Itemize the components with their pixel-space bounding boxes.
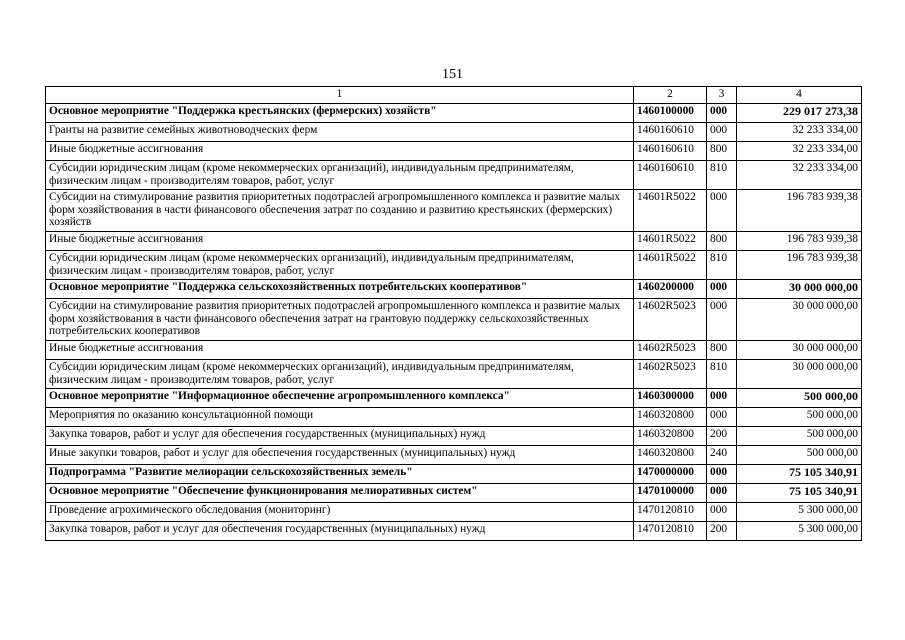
row-sum-cell: 32 233 334,00 — [737, 123, 862, 142]
row-type-cell: 200 — [707, 522, 737, 541]
header-col-type: 3 — [707, 87, 737, 104]
table-row — [46, 484, 862, 503]
table-body — [46, 104, 862, 541]
row-name-cell: Основное мероприятие "Обеспечение функционирования мелиоративных систем" — [46, 484, 634, 503]
row-code-cell: 14601R5022 — [634, 190, 707, 232]
row-type-cell: 000 — [707, 503, 737, 522]
row-type-cell: 810 — [707, 360, 737, 389]
table-row — [46, 161, 862, 190]
row-code-cell: 1460160610 — [634, 161, 707, 190]
row-code-cell: 1470100000 — [634, 484, 707, 503]
table-row — [46, 280, 862, 299]
row-sum-cell: 30 000 000,00 — [737, 360, 862, 389]
row-name-cell: Иные бюджетные ассигнования — [46, 341, 634, 360]
row-sum-cell: 500 000,00 — [737, 446, 862, 465]
row-code-cell: 1460320800 — [634, 427, 707, 446]
row-code-cell: 1460300000 — [634, 389, 707, 408]
row-type-cell: 000 — [707, 190, 737, 232]
row-type-cell: 800 — [707, 142, 737, 161]
row-name-cell: Субсидии на стимулирование развития приоритетных подотраслей агропромышленного комплекса и развитие малых форм хозяйствования в части финансового обеспечения затрат на грантовую поддержку сельскохозяйственных потребительских кооперативов — [46, 299, 634, 341]
row-type-cell: 000 — [707, 389, 737, 408]
row-name-cell: Субсидии юридическим лицам (кроме некоммерческих организаций), индивидуальным предпринимателям, физическим лицам - производителям товаров, работ, услуг — [46, 251, 634, 280]
table-row — [46, 522, 862, 541]
row-sum-cell: 32 233 334,00 — [737, 142, 862, 161]
table-row — [46, 408, 862, 427]
header-col-sum: 4 — [737, 87, 862, 104]
table-row — [46, 360, 862, 389]
row-sum-cell: 196 783 939,38 — [737, 190, 862, 232]
row-sum-cell: 196 783 939,38 — [737, 251, 862, 280]
table-row — [46, 190, 862, 232]
table-row — [46, 446, 862, 465]
row-type-cell: 000 — [707, 408, 737, 427]
row-code-cell: 1470120810 — [634, 522, 707, 541]
row-sum-cell: 75 105 340,91 — [737, 484, 862, 503]
row-type-cell: 000 — [707, 104, 737, 123]
row-type-cell: 000 — [707, 299, 737, 341]
row-code-cell: 1460160610 — [634, 142, 707, 161]
row-name-cell: Основное мероприятие "Поддержка крестьянских (фермерских) хозяйств" — [46, 104, 634, 123]
row-name-cell: Закупка товаров, работ и услуг для обеспечения государственных (муниципальных) нужд — [46, 427, 634, 446]
row-code-cell: 1460320800 — [634, 446, 707, 465]
table-row — [46, 503, 862, 522]
row-type-cell: 000 — [707, 465, 737, 484]
table-row — [46, 341, 862, 360]
row-name-cell: Иные закупки товаров, работ и услуг для обеспечения государственных (муниципальных) нужд — [46, 446, 634, 465]
table-row — [46, 465, 862, 484]
table-header — [46, 87, 862, 104]
row-code-cell: 14602R5023 — [634, 299, 707, 341]
row-code-cell: 1460160610 — [634, 123, 707, 142]
table-row — [46, 104, 862, 123]
row-name-cell: Основное мероприятие "Информационное обеспечение агропромышленного комплекса" — [46, 389, 634, 408]
row-sum-cell: 75 105 340,91 — [737, 465, 862, 484]
row-type-cell: 800 — [707, 341, 737, 360]
row-code-cell: 1460320800 — [634, 408, 707, 427]
table-row — [46, 299, 862, 341]
row-code-cell: 14602R5023 — [634, 341, 707, 360]
row-code-cell: 1470000000 — [634, 465, 707, 484]
row-code-cell: 1460200000 — [634, 280, 707, 299]
row-sum-cell: 30 000 000,00 — [737, 341, 862, 360]
row-sum-cell: 5 300 000,00 — [737, 522, 862, 541]
row-name-cell: Иные бюджетные ассигнования — [46, 232, 634, 251]
row-type-cell: 000 — [707, 280, 737, 299]
table-row — [46, 251, 862, 280]
row-code-cell: 1460100000 — [634, 104, 707, 123]
table-row — [46, 142, 862, 161]
row-type-cell: 800 — [707, 232, 737, 251]
row-name-cell: Субсидии на стимулирование развития приоритетных подотраслей агропромышленного комплекса и развитие малых форм хозяйствования в части финансового обеспечения затрат по созданию и развитию крестьянских (фермерских) хозяйств — [46, 190, 634, 232]
row-type-cell: 200 — [707, 427, 737, 446]
row-code-cell: 14601R5022 — [634, 251, 707, 280]
row-name-cell: Подпрограмма "Развитие мелиорации сельскохозяйственных земель" — [46, 465, 634, 484]
budget-table — [45, 86, 862, 541]
row-sum-cell: 32 233 334,00 — [737, 161, 862, 190]
row-sum-cell: 500 000,00 — [737, 389, 862, 408]
header-col-code: 2 — [634, 87, 707, 104]
table-row — [46, 232, 862, 251]
row-code-cell: 14601R5022 — [634, 232, 707, 251]
row-sum-cell: 5 300 000,00 — [737, 503, 862, 522]
row-name-cell: Гранты на развитие семейных животноводческих ферм — [46, 123, 634, 142]
row-sum-cell: 196 783 939,38 — [737, 232, 862, 251]
row-name-cell: Иные бюджетные ассигнования — [46, 142, 634, 161]
page-number: 151 — [442, 67, 463, 82]
row-code-cell: 1470120810 — [634, 503, 707, 522]
row-type-cell: 000 — [707, 123, 737, 142]
row-sum-cell: 229 017 273,38 — [737, 104, 862, 123]
row-sum-cell: 30 000 000,00 — [737, 280, 862, 299]
row-type-cell: 810 — [707, 161, 737, 190]
row-sum-cell: 500 000,00 — [737, 408, 862, 427]
row-name-cell: Закупка товаров, работ и услуг для обеспечения государственных (муниципальных) нужд — [46, 522, 634, 541]
row-name-cell: Проведение агрохимического обследования (мониторинг) — [46, 503, 634, 522]
row-name-cell: Субсидии юридическим лицам (кроме некоммерческих организаций), индивидуальным предпринимателям, физическим лицам - производителям товаров, работ, услуг — [46, 360, 634, 389]
row-name-cell: Субсидии юридическим лицам (кроме некоммерческих организаций), индивидуальным предпринимателям, физическим лицам - производителям товаров, работ, услуг — [46, 161, 634, 190]
header-col-name: 1 — [46, 87, 634, 104]
row-code-cell: 14602R5023 — [634, 360, 707, 389]
row-type-cell: 000 — [707, 484, 737, 503]
row-type-cell: 240 — [707, 446, 737, 465]
row-name-cell: Мероприятия по оказанию консультационной помощи — [46, 408, 634, 427]
row-sum-cell: 500 000,00 — [737, 427, 862, 446]
row-name-cell: Основное мероприятие "Поддержка сельскохозяйственных потребительских кооперативов" — [46, 280, 634, 299]
table-row — [46, 427, 862, 446]
row-type-cell: 810 — [707, 251, 737, 280]
row-sum-cell: 30 000 000,00 — [737, 299, 862, 341]
table-row — [46, 389, 862, 408]
header-row — [46, 87, 862, 104]
table-row — [46, 123, 862, 142]
